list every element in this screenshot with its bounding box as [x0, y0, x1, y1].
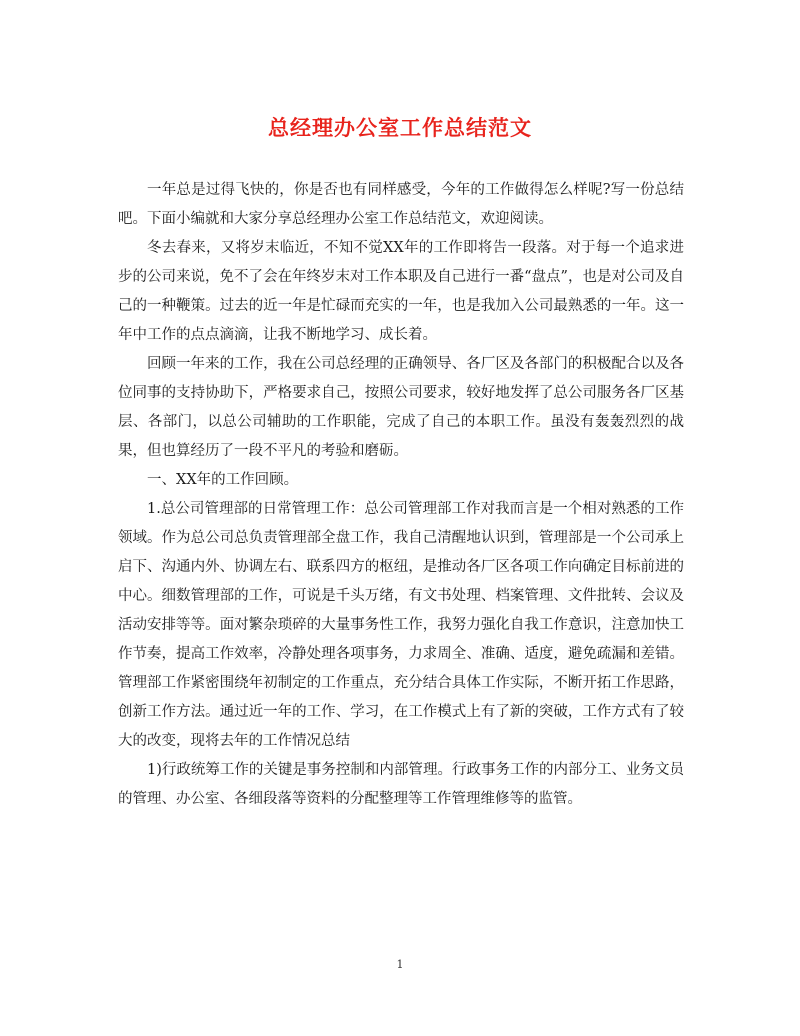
paragraph-management-dept: 1.总公司管理部的日常管理工作：总公司管理部工作对我而言是一个相对熟悉的工作领域。作为总公司总负责管理部全盘工作，我自己清醒地认识到，管理部是一个公司承上启下、沟通内外、协调左右、联系四方的枢纽，是推动各厂区各项工作向确定目标前进的中心。细数管理部的工作，可说是千头万绪，有文书处理、档案管理、文件批转、会议及活动安排等等。面对繁杂琐碎的大量事务性工作，我努力强化自我工作意识，注意加快工作节奏，提高工作效率，冷静处理各项事务，力求周全、准确、适度，避免疏漏和差错。管理部工作紧密围绕年初制定的工作重点，充分结合具体工作实际，不断开拓工作思路，创新工作方法。通过近一年的工作、学习，在工作模式上有了新的突破，工作方式有了较大的改变，现将去年的工作情况总结: [118, 501, 684, 749]
paragraph-admin-coordination: 1)行政统筹工作的关键是事务控制和内部管理。行政事务工作的内部分工、业务文员的管理、办公室、各细段落等资料的分配整理等工作管理维修等的监管。: [118, 762, 684, 807]
page-number: 1: [396, 958, 404, 971]
paragraph-year-end: 冬去春来，又将岁末临近，不知不觉XX年的工作即将告一段落。对于每一个追求进步的公司来说，免不了会在年终岁末对工作本职及自己进行一番“盘点”，也是对公司及自己的一种鞭策。过去的近一年是忙碌而充实的一年，也是我加入公司最熟悉的一年。这一年中工作的点点滴滴，让我不断地学习、成长着。: [118, 240, 684, 343]
document-body: [118, 176, 684, 814]
section-heading-review: 一、XX年的工作回顾。: [147, 472, 299, 488]
document-title: 总经理办公室工作总结范文: [268, 115, 532, 140]
paragraph-intro: 一年总是过得飞快的，你是否也有同样感受，今年的工作做得怎么样呢?写一份总结吧。下面小编就和大家分享总经理办公室工作总结范文，欢迎阅读。: [118, 182, 684, 227]
paragraph-review: 回顾一年来的工作，我在公司总经理的正确领导、各厂区及各部门的积极配合以及各位同事的支持协助下，严格要求自己，按照公司要求，较好地发挥了总公司服务各厂区基层、各部门，以总公司辅助的工作职能，完成了自己的本职工作。虽没有轰轰烈烈的战果，但也算经历了一段不平凡的考验和磨砺。: [118, 356, 684, 459]
